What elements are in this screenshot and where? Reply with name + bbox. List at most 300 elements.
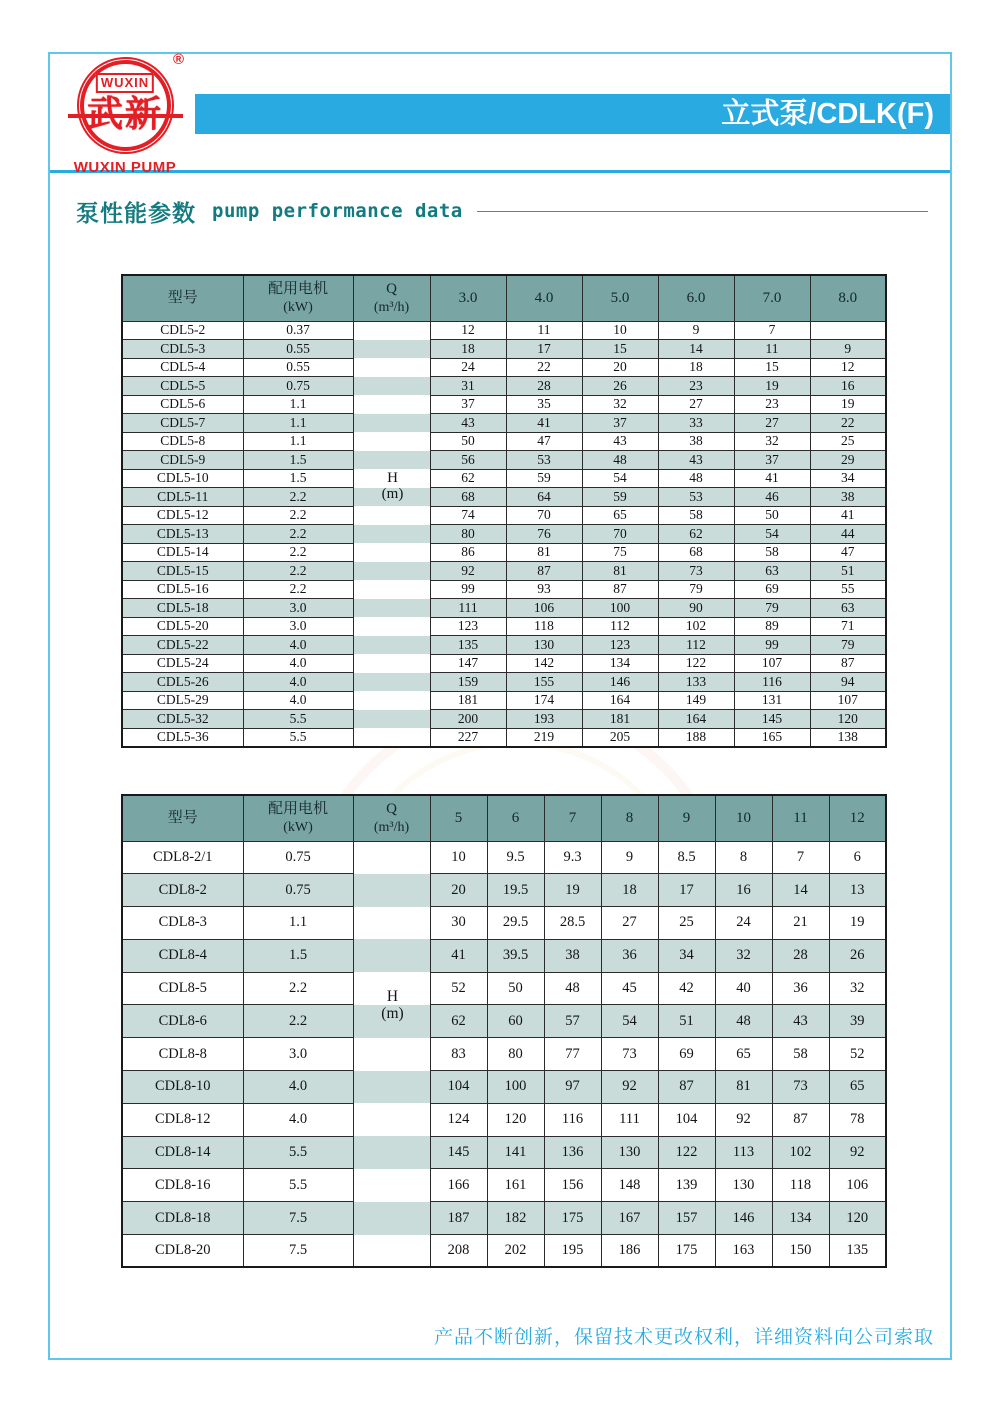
flow-q-header <box>353 795 430 841</box>
head-value-cell: 25 <box>810 432 886 451</box>
model-cell: CDL5-20 <box>122 617 243 636</box>
head-value-cell: 181 <box>430 691 506 710</box>
flow-col-header: 8.0 <box>810 275 886 321</box>
head-value-cell: 142 <box>506 654 582 673</box>
head-value-cell: 6 <box>829 841 886 874</box>
power-cell: 3.0 <box>243 599 353 618</box>
company-logo <box>64 51 186 176</box>
head-value-cell: 19 <box>810 395 886 414</box>
head-value-cell: 12 <box>430 321 506 340</box>
head-value-cell: 42 <box>658 972 715 1005</box>
head-value-cell: 40 <box>715 972 772 1005</box>
head-value-cell: 26 <box>582 377 658 396</box>
table-row <box>122 358 886 377</box>
head-value-cell: 87 <box>658 1071 715 1104</box>
model-cell: CDL5-7 <box>122 414 243 433</box>
head-value-cell: 92 <box>601 1071 658 1104</box>
head-value-cell: 59 <box>582 488 658 507</box>
head-value-cell: 156 <box>544 1169 601 1202</box>
head-value-cell: 7 <box>734 321 810 340</box>
head-value-cell: 163 <box>715 1235 772 1268</box>
head-value-cell: 39.5 <box>487 939 544 972</box>
table-row <box>122 321 886 340</box>
head-value-cell: 120 <box>829 1202 886 1235</box>
table-row <box>122 469 886 488</box>
head-value-cell: 116 <box>734 673 810 692</box>
head-value-cell: 38 <box>810 488 886 507</box>
head-value-cell: 38 <box>658 432 734 451</box>
head-value-cell: 26 <box>829 939 886 972</box>
table-row <box>122 728 886 747</box>
head-value-cell: 87 <box>772 1103 829 1136</box>
head-value-cell: 11 <box>734 340 810 359</box>
q-spacer-cell <box>353 451 430 470</box>
head-value-cell: 20 <box>582 358 658 377</box>
head-value-cell: 74 <box>430 506 506 525</box>
head-value-cell: 41 <box>506 414 582 433</box>
head-value-cell: 52 <box>829 1038 886 1071</box>
head-value-cell: 33 <box>658 414 734 433</box>
q-spacer-cell <box>353 874 430 907</box>
flow-col-header: 6 <box>487 795 544 841</box>
head-value-cell: 65 <box>715 1038 772 1071</box>
head-value-cell: 51 <box>658 1005 715 1038</box>
head-value-cell: 81 <box>715 1071 772 1104</box>
q-unit: (m³/h) <box>373 299 410 315</box>
flow-col-header: 12 <box>829 795 886 841</box>
head-value-cell: 43 <box>430 414 506 433</box>
logo-caption: WUXIN PUMP <box>73 159 177 176</box>
head-value-cell: 58 <box>658 506 734 525</box>
head-value-cell: 80 <box>430 525 506 544</box>
power-cell: 1.5 <box>243 451 353 470</box>
head-value-cell: 44 <box>810 525 886 544</box>
head-value-cell: 56 <box>430 451 506 470</box>
head-value-cell: 18 <box>601 874 658 907</box>
head-value-cell: 149 <box>658 691 734 710</box>
head-value-cell: 24 <box>715 907 772 940</box>
head-value-cell: 14 <box>772 874 829 907</box>
head-value-cell: 182 <box>487 1202 544 1235</box>
head-value-cell: 43 <box>772 1005 829 1038</box>
head-value-cell: 70 <box>506 506 582 525</box>
head-value-cell: 134 <box>582 654 658 673</box>
logo-brand-en: WUXIN <box>96 73 154 93</box>
head-value-cell: 157 <box>658 1202 715 1235</box>
head-value-cell: 31 <box>430 377 506 396</box>
power-cell: 3.0 <box>243 1038 353 1071</box>
head-value-cell: 164 <box>658 710 734 729</box>
pump-table-cdl5-wrap <box>121 274 887 748</box>
head-value-cell: 118 <box>772 1169 829 1202</box>
head-value-cell: 145 <box>734 710 810 729</box>
model-cell: CDL8-2 <box>122 874 243 907</box>
head-value-cell: 133 <box>658 673 734 692</box>
q-spacer-cell <box>353 1038 430 1071</box>
head-value-cell: 200 <box>430 710 506 729</box>
head-value-cell: 10 <box>430 841 487 874</box>
q-spacer-cell <box>353 1169 430 1202</box>
q-spacer-cell <box>353 1103 430 1136</box>
head-value-cell: 106 <box>829 1169 886 1202</box>
power-cell: 4.0 <box>243 654 353 673</box>
table-row <box>122 562 886 581</box>
flow-col-header: 7 <box>544 795 601 841</box>
head-value-cell: 25 <box>658 907 715 940</box>
q-symbol: Q <box>386 801 397 818</box>
table-row <box>122 939 886 972</box>
head-value-cell: 48 <box>544 972 601 1005</box>
model-cell: CDL5-36 <box>122 728 243 747</box>
head-value-cell: 68 <box>430 488 506 507</box>
head-value-cell: 50 <box>734 506 810 525</box>
power-cell: 0.37 <box>243 321 353 340</box>
head-value-cell: 100 <box>582 599 658 618</box>
head-value-cell: 135 <box>829 1235 886 1268</box>
head-value-cell: 48 <box>658 469 734 488</box>
table-row <box>122 907 886 940</box>
model-cell: CDL5-18 <box>122 599 243 618</box>
head-value-cell: 118 <box>506 617 582 636</box>
head-value-cell: 145 <box>430 1136 487 1169</box>
head-value-cell: 147 <box>430 654 506 673</box>
model-cell: CDL5-9 <box>122 451 243 470</box>
q-spacer-cell <box>353 710 430 729</box>
head-value-cell: 13 <box>829 874 886 907</box>
head-value-cell: 87 <box>506 562 582 581</box>
head-value-cell: 18 <box>658 358 734 377</box>
head-value-cell: 9 <box>658 321 734 340</box>
flow-col-header: 5 <box>430 795 487 841</box>
head-value-cell: 92 <box>829 1136 886 1169</box>
flow-col-header: 11 <box>772 795 829 841</box>
head-value-cell: 62 <box>430 469 506 488</box>
head-value-cell: 37 <box>430 395 506 414</box>
head-value-cell: 139 <box>658 1169 715 1202</box>
head-value-cell: 81 <box>582 562 658 581</box>
model-cell: CDL5-3 <box>122 340 243 359</box>
head-value-cell: 89 <box>734 617 810 636</box>
head-value-cell: 17 <box>658 874 715 907</box>
model-cell: CDL8-3 <box>122 907 243 940</box>
head-value-cell: 107 <box>734 654 810 673</box>
head-value-cell: 70 <box>582 525 658 544</box>
head-value-cell: 92 <box>430 562 506 581</box>
power-cell: 3.0 <box>243 617 353 636</box>
head-value-cell: 48 <box>582 451 658 470</box>
head-value-cell: 10 <box>582 321 658 340</box>
head-value-cell: 73 <box>601 1038 658 1071</box>
head-value-cell: 36 <box>772 972 829 1005</box>
table-row <box>122 506 886 525</box>
model-cell: CDL5-11 <box>122 488 243 507</box>
head-value-cell: 87 <box>810 654 886 673</box>
head-value-cell: 135 <box>430 636 506 655</box>
head-value-cell: 46 <box>734 488 810 507</box>
head-value-cell: 50 <box>487 972 544 1005</box>
model-cell: CDL5-13 <box>122 525 243 544</box>
q-unit: (m³/h) <box>373 819 410 835</box>
table-row <box>122 414 886 433</box>
head-value-cell: 43 <box>658 451 734 470</box>
model-cell: CDL5-14 <box>122 543 243 562</box>
head-value-cell: 34 <box>658 939 715 972</box>
head-value-cell: 15 <box>734 358 810 377</box>
head-value-cell: 27 <box>658 395 734 414</box>
table-row <box>122 432 886 451</box>
head-value-cell: 99 <box>734 636 810 655</box>
head-value-cell: 54 <box>582 469 658 488</box>
model-cell: CDL5-24 <box>122 654 243 673</box>
model-cell: CDL5-8 <box>122 432 243 451</box>
model-cell: CDL5-32 <box>122 710 243 729</box>
power-cell: 2.2 <box>243 580 353 599</box>
head-value-cell: 69 <box>658 1038 715 1071</box>
head-value-cell: 34 <box>810 469 886 488</box>
power-cell: 2.2 <box>243 525 353 544</box>
head-value-cell: 45 <box>601 972 658 1005</box>
power-cell: 7.5 <box>243 1235 353 1268</box>
head-value-cell: 79 <box>658 580 734 599</box>
table-row <box>122 377 886 396</box>
model-cell: CDL8-14 <box>122 1136 243 1169</box>
model-cell: CDL5-26 <box>122 673 243 692</box>
head-value-cell: 14 <box>658 340 734 359</box>
head-value-cell: 16 <box>810 377 886 396</box>
power-cell: 2.2 <box>243 506 353 525</box>
power-cell: 5.5 <box>243 1169 353 1202</box>
power-cell: 4.0 <box>243 636 353 655</box>
head-value-cell: 17 <box>506 340 582 359</box>
head-value-cell: 69 <box>734 580 810 599</box>
head-value-cell: 195 <box>544 1235 601 1268</box>
model-cell: CDL8-4 <box>122 939 243 972</box>
power-cell: 7.5 <box>243 1202 353 1235</box>
power-cell: 2.2 <box>243 562 353 581</box>
head-value-cell: 130 <box>715 1169 772 1202</box>
head-value-cell: 22 <box>506 358 582 377</box>
power-cell: 1.5 <box>243 939 353 972</box>
head-value-cell: 41 <box>734 469 810 488</box>
head-value-cell: 166 <box>430 1169 487 1202</box>
head-value-cell: 28 <box>772 939 829 972</box>
head-value-cell: 37 <box>582 414 658 433</box>
model-cell: CDL5-16 <box>122 580 243 599</box>
head-value-cell: 155 <box>506 673 582 692</box>
power-cell: 5.5 <box>243 1136 353 1169</box>
head-value-cell: 164 <box>582 691 658 710</box>
head-value-cell: 63 <box>810 599 886 618</box>
model-cell: CDL5-10 <box>122 469 243 488</box>
head-value-cell: 205 <box>582 728 658 747</box>
pump-table-cdl8 <box>121 794 887 1268</box>
table-row <box>122 580 886 599</box>
head-value-cell: 32 <box>715 939 772 972</box>
head-value-cell: 187 <box>430 1202 487 1235</box>
q-spacer-cell <box>353 358 430 377</box>
head-value-cell: 8 <box>715 841 772 874</box>
head-value-cell: 9 <box>601 841 658 874</box>
head-value-cell: 51 <box>810 562 886 581</box>
pump-table-cdl5 <box>121 274 887 748</box>
section-title-en: pump performance data <box>212 200 463 222</box>
head-value-cell: 124 <box>430 1103 487 1136</box>
head-value-cell: 175 <box>658 1235 715 1268</box>
head-value-cell: 54 <box>601 1005 658 1038</box>
model-cell: CDL8-2/1 <box>122 841 243 874</box>
power-cell: 4.0 <box>243 1103 353 1136</box>
table-row <box>122 841 886 874</box>
head-value-cell: 86 <box>430 543 506 562</box>
model-cell: CDL5-6 <box>122 395 243 414</box>
power-cell: 0.55 <box>243 358 353 377</box>
table-row <box>122 488 886 507</box>
head-value-cell: 19.5 <box>487 874 544 907</box>
model-cell: CDL5-22 <box>122 636 243 655</box>
table-row <box>122 636 886 655</box>
section-heading <box>76 194 950 228</box>
head-value-cell: 79 <box>810 636 886 655</box>
flow-col-header: 9 <box>658 795 715 841</box>
head-value-cell: 19 <box>544 874 601 907</box>
flow-col-header: 3.0 <box>430 275 506 321</box>
motor-header-cn: 配用电机 <box>267 281 328 298</box>
power-cell: 4.0 <box>243 673 353 692</box>
head-value-cell: 48 <box>715 1005 772 1038</box>
h-unit: (m) <box>381 1005 404 1022</box>
table-row <box>122 617 886 636</box>
head-value-cell: 8.5 <box>658 841 715 874</box>
head-value-cell: 104 <box>658 1103 715 1136</box>
model-cell: CDL5-12 <box>122 506 243 525</box>
head-value-cell: 18 <box>430 340 506 359</box>
head-value-cell: 106 <box>506 599 582 618</box>
flow-col-header: 5.0 <box>582 275 658 321</box>
head-value-cell: 138 <box>810 728 886 747</box>
head-value-cell: 100 <box>487 1071 544 1104</box>
motor-header-unit: (kW) <box>283 299 313 315</box>
table-row <box>122 874 886 907</box>
head-value-cell: 39 <box>829 1005 886 1038</box>
q-spacer-cell <box>353 506 430 525</box>
h-unit: (m) <box>381 486 404 502</box>
head-value-cell: 148 <box>601 1169 658 1202</box>
flow-q-header <box>353 275 430 321</box>
table-row <box>122 673 886 692</box>
head-value-cell: 73 <box>658 562 734 581</box>
head-value-cell: 78 <box>829 1103 886 1136</box>
head-value-cell: 102 <box>772 1136 829 1169</box>
table-row <box>122 710 886 729</box>
head-value-cell: 81 <box>506 543 582 562</box>
q-spacer-cell <box>353 562 430 581</box>
head-value-cell: 28.5 <box>544 907 601 940</box>
head-value-cell: 32 <box>829 972 886 1005</box>
head-value-cell: 57 <box>544 1005 601 1038</box>
head-value-cell: 131 <box>734 691 810 710</box>
head-value-cell: 159 <box>430 673 506 692</box>
page-border <box>48 52 952 1360</box>
head-value-cell: 146 <box>715 1202 772 1235</box>
power-cell: 0.55 <box>243 340 353 359</box>
table-row <box>122 691 886 710</box>
head-value-cell: 193 <box>506 710 582 729</box>
head-value-cell: 92 <box>715 1103 772 1136</box>
head-value-cell: 186 <box>601 1235 658 1268</box>
q-spacer-cell <box>353 599 430 618</box>
head-value-cell: 123 <box>430 617 506 636</box>
head-value-cell: 58 <box>734 543 810 562</box>
table-row <box>122 1005 886 1038</box>
flow-col-header: 7.0 <box>734 275 810 321</box>
head-value-cell: 107 <box>810 691 886 710</box>
head-value-cell: 41 <box>430 939 487 972</box>
power-cell: 2.2 <box>243 543 353 562</box>
table-row <box>122 1136 886 1169</box>
motor-header <box>243 275 353 321</box>
flow-col-header: 8 <box>601 795 658 841</box>
head-value-cell: 175 <box>544 1202 601 1235</box>
q-spacer-cell <box>353 636 430 655</box>
head-value-cell: 75 <box>582 543 658 562</box>
head-value-cell: 20 <box>430 874 487 907</box>
head-value-cell: 53 <box>506 451 582 470</box>
head-value-cell: 23 <box>658 377 734 396</box>
model-cell: CDL8-10 <box>122 1071 243 1104</box>
head-value-cell: 93 <box>506 580 582 599</box>
table-row <box>122 599 886 618</box>
table-row <box>122 340 886 359</box>
head-value-cell: 59 <box>506 469 582 488</box>
head-value-cell: 62 <box>658 525 734 544</box>
head-value-cell: 52 <box>430 972 487 1005</box>
head-value-cell: 64 <box>506 488 582 507</box>
table-row <box>122 1169 886 1202</box>
head-value-cell: 32 <box>582 395 658 414</box>
head-value-cell: 65 <box>582 506 658 525</box>
head-value-cell: 73 <box>772 1071 829 1104</box>
head-value-cell: 27 <box>601 907 658 940</box>
model-cell: CDL5-15 <box>122 562 243 581</box>
table-row <box>122 1103 886 1136</box>
head-value-cell <box>810 321 886 340</box>
q-symbol: Q <box>386 281 397 298</box>
power-cell: 1.1 <box>243 432 353 451</box>
head-value-cell: 36 <box>601 939 658 972</box>
head-value-cell: 32 <box>734 432 810 451</box>
head-value-cell: 83 <box>430 1038 487 1071</box>
table-row <box>122 1235 886 1268</box>
h-symbol: H <box>387 470 398 486</box>
head-value-cell: 62 <box>430 1005 487 1038</box>
model-header: 型号 <box>122 275 243 321</box>
head-value-cell: 24 <box>430 358 506 377</box>
head-value-cell: 50 <box>430 432 506 451</box>
head-value-cell: 65 <box>829 1071 886 1104</box>
model-cell: CDL5-5 <box>122 377 243 396</box>
head-value-cell: 97 <box>544 1071 601 1104</box>
q-spacer-cell <box>353 1202 430 1235</box>
power-cell: 0.75 <box>243 874 353 907</box>
table-row <box>122 1071 886 1104</box>
head-value-cell: 141 <box>487 1136 544 1169</box>
head-value-cell: 53 <box>658 488 734 507</box>
q-spacer-cell <box>353 395 430 414</box>
model-cell: CDL8-8 <box>122 1038 243 1071</box>
head-value-cell: 47 <box>810 543 886 562</box>
power-cell: 5.5 <box>243 728 353 747</box>
head-value-cell: 167 <box>601 1202 658 1235</box>
